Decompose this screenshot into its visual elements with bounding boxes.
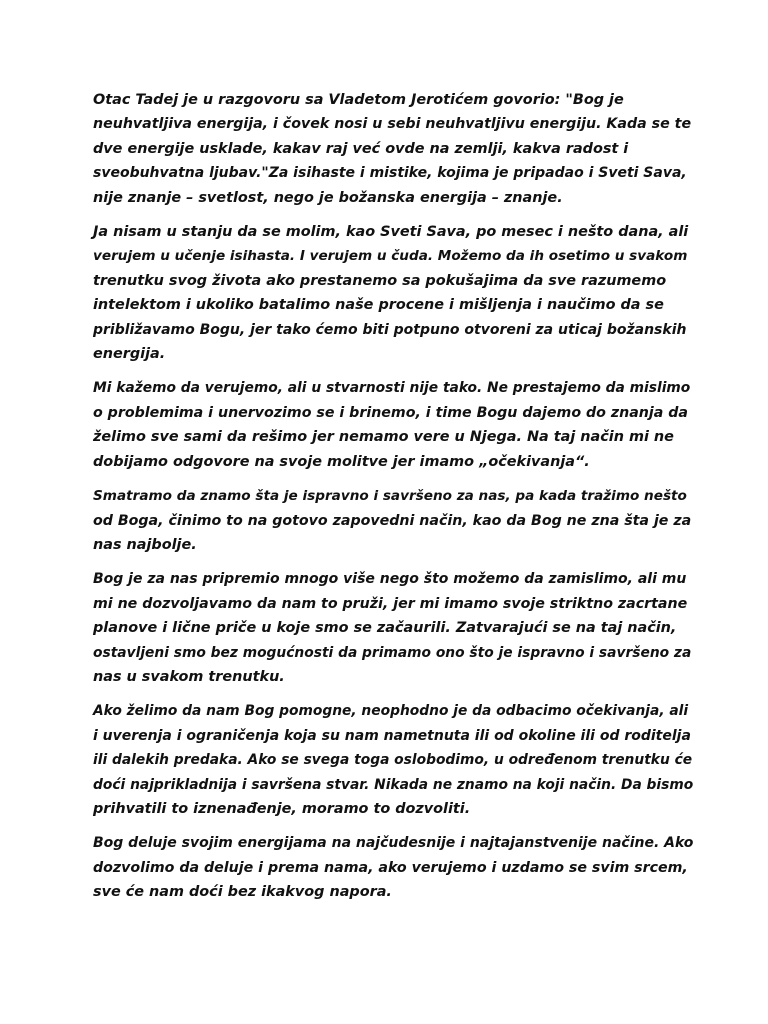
text-line: prihvatili to iznenađenje, moramo to dozvoliti. — [93, 800, 471, 817]
text-line: o problemima i unervozimo se i brinemo, i time Bogu dajemo do znanja da — [93, 404, 688, 421]
text-line: mi ne dozvoljavamo da nam to pruži, jer mi imamo svoje striktno zacrtane — [93, 595, 688, 612]
text-line: sve će nam doći bez ikakvog napora. — [93, 884, 392, 901]
text-line: intelektom i ukoliko batalimo naše procene i mišljenja i naučimo da se — [93, 297, 664, 314]
text-line: od Boga, činimo to na gotovo zapovedni način, kao da Bog ne zna šta je za — [93, 512, 692, 529]
text-line: Smatramo da znamo šta je ispravno i savršeno za nas, pa kada tražimo nešto — [93, 488, 687, 505]
paragraph-1 — [93, 88, 692, 210]
text-line: planove i lične priče u koje smo se začaurili. Zatvarajući se na taj način, — [93, 620, 677, 637]
text-line: želimo sve sami da rešimo jer nemamo vere u Njega. Na taj način mi ne — [93, 429, 674, 446]
text-line: Bog deluje svojim energijama na najčudesnije i najtajanstvenije načine. Ako — [93, 835, 694, 852]
text-line: Mi kažemo da verujemo, ali u stvarnosti nije tako. Ne prestajemo da mislimo — [93, 380, 691, 397]
paragraph-3 — [93, 376, 691, 474]
text-line: Bog je za nas pripremio mnogo više nego što možemo da zamislimo, ali mu — [93, 571, 687, 588]
text-line: nas u svakom trenutku. — [93, 668, 285, 685]
document-body — [93, 88, 694, 915]
text-line: dozvolimo da deluje i prema nama, ako verujemo i uzdamo se svim srcem, — [93, 859, 688, 876]
paragraph-2 — [93, 220, 689, 366]
text-line: i uverenja i ograničenja koja su nam nametnuta ili od okoline ili od roditelja — [93, 727, 691, 744]
text-line: Ja nisam u stanju da se molim, kao Sveti Sava, po mesec i nešto dana, ali — [93, 224, 689, 241]
text-line: približavamo Bogu, jer tako ćemo biti potpuno otvoreni za uticaj božanskih — [93, 321, 687, 338]
text-line: Ako želimo da nam Bog pomogne, neophodno je da odbacimo očekivanja, ali — [93, 703, 689, 720]
text-line: energija. — [93, 346, 166, 363]
text-line: neuhvatljiva energija, i čovek nosi u sebi neuhvatljivu energiju. Kada se te — [93, 116, 692, 133]
text-line: doći najprikladnija i savršena stvar. Nikada ne znamo na koji način. Da bismo — [93, 776, 694, 793]
text-line: trenutku svog života ako prestanemo sa pokušajima da sve razumemo — [93, 272, 667, 289]
text-line: ili dalekih predaka. Ako se svega toga oslobodimo, u određenom trenutku će — [93, 752, 693, 769]
text-line: nas najbolje. — [93, 536, 197, 553]
text-line: sveobuhvatna ljubav."Za isihaste i mistike, kojima je pripadao i Sveti Sava, — [93, 165, 687, 182]
paragraph-5 — [93, 567, 692, 689]
text-line: verujem u učenje isihasta. I verujem u čuda. Možemo da ih osetimo u svakom — [93, 248, 688, 265]
text-line: Otac Tadej je u razgovoru sa Vladetom Jerotićem govorio: "Bog je — [93, 92, 624, 108]
text-line: dve energije usklade, kakav raj već ovde na zemlji, kakva radost i — [93, 140, 629, 157]
text-line: ostavljeni smo bez mogućnosti da primamo ono što je ispravno i savršeno za — [93, 644, 692, 661]
paragraph-6 — [93, 699, 694, 821]
text-line: dobijamo odgovore na svoje molitve jer imamo „očekivanja“. — [93, 453, 590, 470]
text-line: nije znanje – svetlost, nego je božanska energija – znanje. — [93, 189, 563, 206]
paragraph-7 — [93, 831, 694, 904]
paragraph-4 — [93, 484, 692, 557]
